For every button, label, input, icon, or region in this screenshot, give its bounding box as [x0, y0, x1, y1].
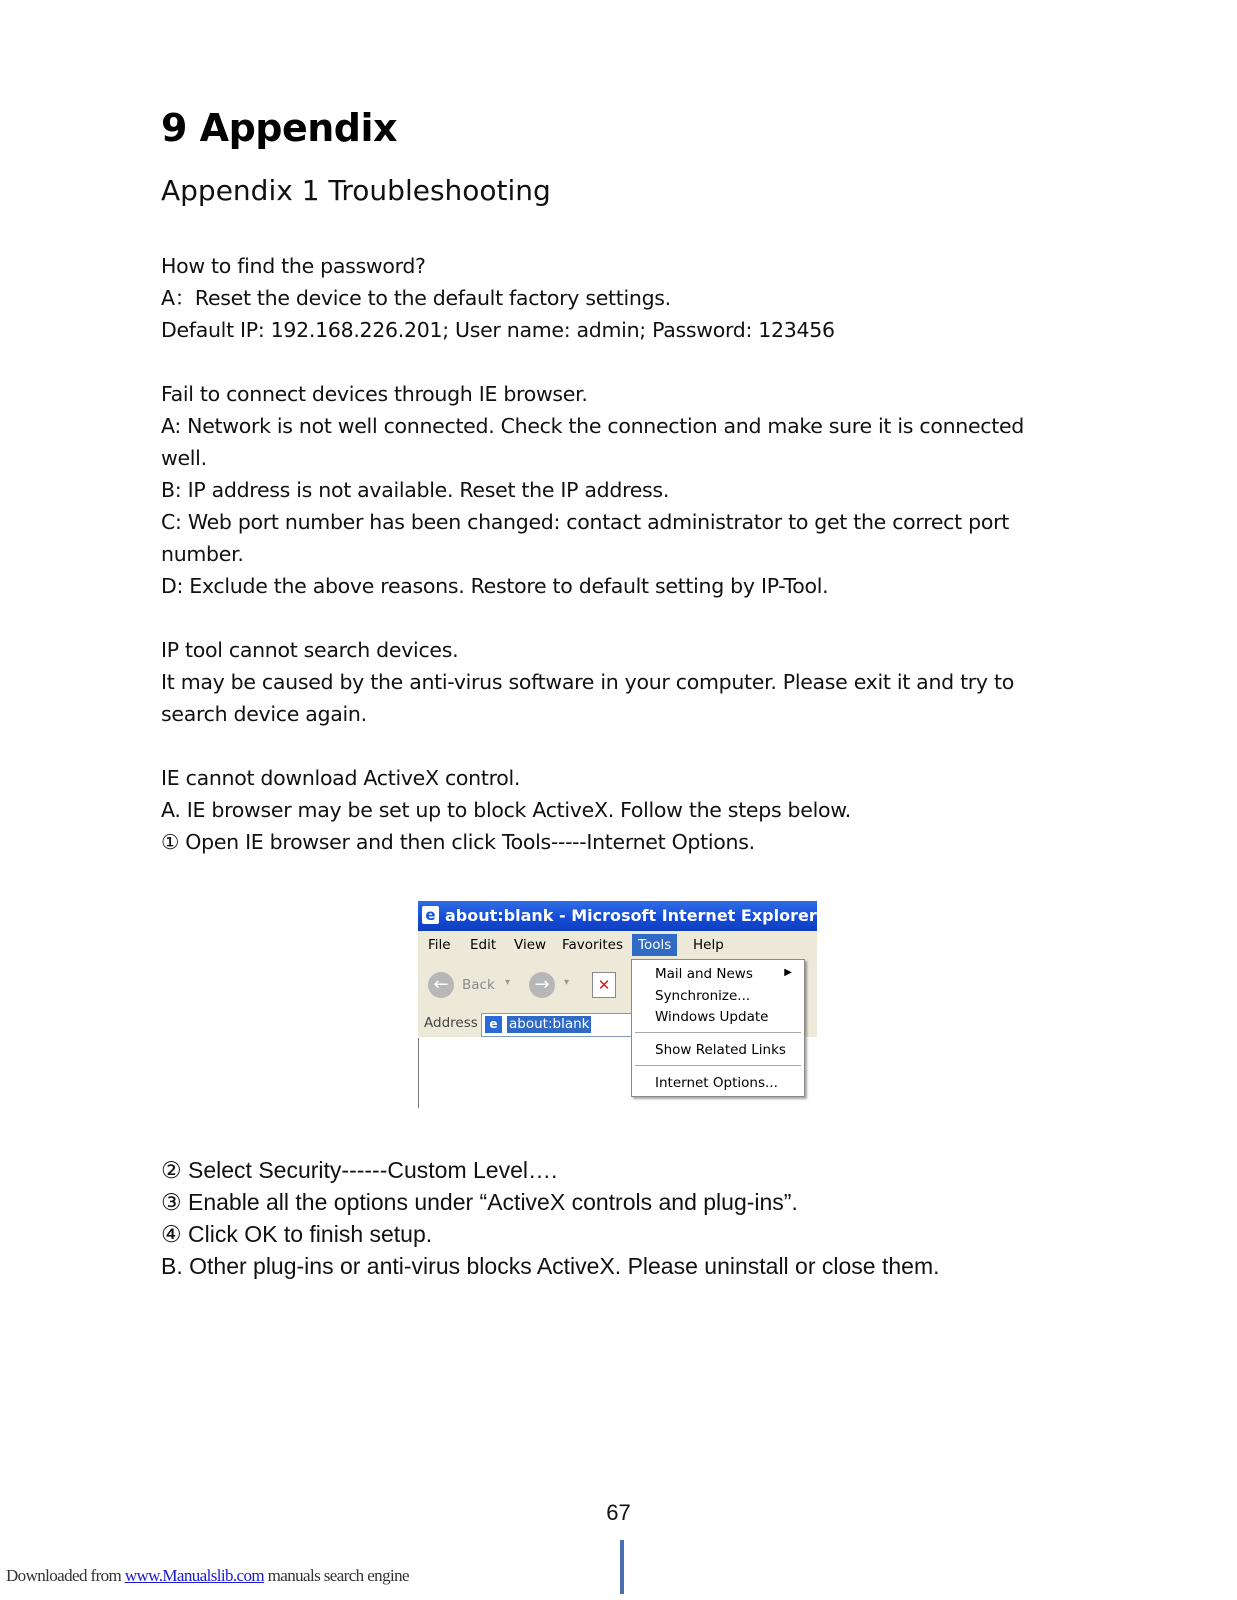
iptool-question: IP tool cannot search devices. [161, 638, 459, 662]
connect-answer-d: D: Exclude the above reasons. Restore to default setting by IP-Tool. [161, 574, 829, 598]
menu-separator [635, 1065, 801, 1066]
section-title: Appendix 1 Troubleshooting [161, 174, 551, 207]
tools-dropdown-menu [631, 959, 805, 1097]
menu-file[interactable]: File [428, 937, 451, 953]
connect-answer-b: B: IP address is not available. Reset the IP address. [161, 478, 670, 502]
menu-item-show-related-links[interactable]: Show Related Links [655, 1042, 786, 1058]
password-defaults: Default IP: 192.168.226.201; User name: admin; Password: 123456 [161, 318, 835, 342]
menu-favorites[interactable]: Favorites [562, 937, 623, 953]
activex-answer-b: B. Other plug-ins or anti-virus blocks ActiveX. Please uninstall or close them. [161, 1253, 940, 1279]
menu-item-mail-and-news[interactable]: Mail and News [655, 966, 753, 982]
page-number: 67 [606, 1500, 631, 1525]
password-question: How to find the password? [161, 254, 426, 278]
connect-question: Fail to connect devices through IE browser. [161, 382, 588, 406]
menu-separator [635, 1032, 801, 1033]
iptool-answer: It may be caused by the anti-virus software in your computer. Please exit it and try to search device again. [161, 670, 1014, 726]
chapter-title: 9 Appendix [161, 106, 398, 150]
ie-logo-icon: e [422, 906, 439, 924]
page-divider-bar [620, 1540, 624, 1594]
connect-answer-c: C: Web port number has been changed: contact administrator to get the correct port number. [161, 510, 1009, 566]
ie-toolbar [418, 959, 631, 1011]
activex-answer-a: A. IE browser may be set up to block ActiveX. Follow the steps below. [161, 798, 852, 822]
activex-step-4: ④ Click OK to finish setup. [161, 1221, 433, 1247]
back-label[interactable]: Back [462, 977, 495, 993]
ie-screenshot [418, 901, 817, 1108]
stop-icon[interactable]: ✕ [592, 972, 616, 998]
forward-arrow-icon[interactable]: → [529, 972, 555, 998]
troubleshooting-text [161, 250, 1041, 858]
connect-answer-a: A: Network is not well connected. Check the connection and make sure it is connected well. [161, 414, 1024, 470]
menu-tools[interactable]: Tools [632, 934, 677, 956]
back-arrow-icon[interactable]: ← [428, 972, 454, 998]
address-label: Address [424, 1015, 478, 1031]
footer-suffix: manuals search engine [264, 1566, 409, 1585]
page-icon: e [485, 1016, 502, 1033]
submenu-arrow-icon: ▶ [784, 967, 792, 978]
address-value[interactable]: about:blank [509, 1016, 590, 1032]
manualslib-link[interactable]: www.Manualslib.com [124, 1566, 265, 1585]
back-dropdown-icon[interactable]: ▾ [505, 977, 511, 988]
activex-step-1: ① Open IE browser and then click Tools-----Internet Options. [161, 830, 755, 854]
menu-view[interactable]: View [514, 937, 547, 953]
address-bar [418, 1011, 631, 1037]
menu-item-internet-options[interactable]: Internet Options... [655, 1075, 778, 1091]
menu-item-synchronize[interactable]: Synchronize... [655, 988, 751, 1004]
menu-edit[interactable]: Edit [470, 937, 497, 953]
password-answer: A：Reset the device to the default factory settings. [161, 286, 671, 310]
activex-step-3: ③ Enable all the options under “ActiveX controls and plug-ins”. [161, 1189, 798, 1215]
address-input[interactable] [481, 1013, 633, 1037]
activex-question: IE cannot download ActiveX control. [161, 766, 521, 790]
menu-help[interactable]: Help [693, 937, 724, 953]
footer-prefix: Downloaded from [6, 1566, 125, 1585]
activex-steps [161, 1154, 1061, 1282]
activex-step-2: ② Select Security------Custom Level…. [161, 1157, 558, 1183]
download-footer [6, 1566, 409, 1586]
ie-content-area [418, 1038, 632, 1108]
ie-window-title: about:blank - Microsoft Internet Explorer [445, 906, 817, 925]
menu-item-windows-update[interactable]: Windows Update [655, 1009, 769, 1025]
forward-dropdown-icon[interactable]: ▾ [564, 977, 570, 988]
ie-menu-bar [418, 931, 817, 960]
ie-title-bar [418, 901, 817, 931]
